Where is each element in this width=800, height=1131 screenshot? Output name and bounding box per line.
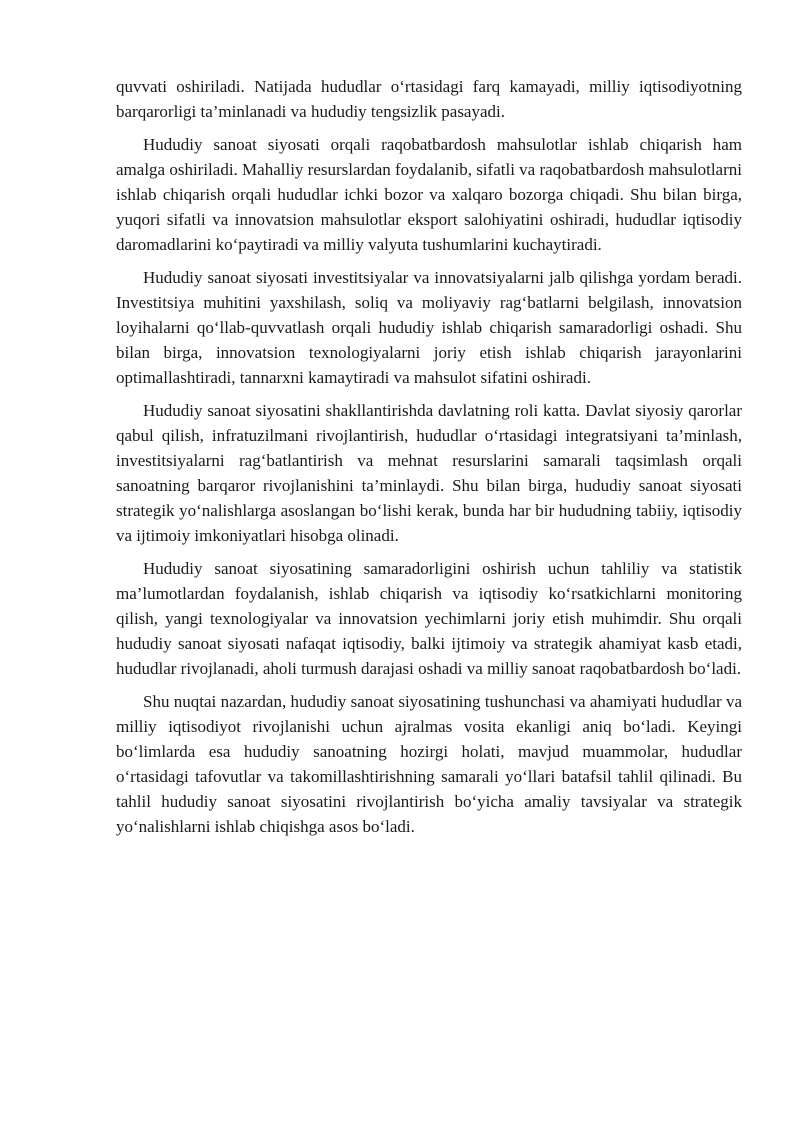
paragraph-continuation: quvvati oshiriladi. Natijada hududlar o‘rtasidagi farq kamayadi, milliy iqtisodiyotning barqarorligi ta’minlanadi va hududiy tengsizlik pasayadi. [116, 77, 742, 121]
document-page [116, 74, 742, 847]
paragraph-conclusion: Shu nuqtai nazardan, hududiy sanoat siyosatining tushunchasi va ahamiyati hududlar va milliy iqtisodiyot rivojlanishi uchun ajralmas vosita ekanligi aniq bo‘ladi. Keyingi bo‘limlarda esa hududiy sanoatning hozirgi holati, mavjud muammolar, hududlar o‘rtasidagi tafovutlar va takomillashtirishning samarali yo‘llari batafsil tahlil qilinadi. Bu tahlil hududiy sanoat siyosatini rivojlantirish bo‘yicha amaliy tavsiyalar va strategik yo‘nalishlarni ishlab chiqishga asos bo‘ladi. [116, 692, 742, 836]
paragraph-competitive-products: Hududiy sanoat siyosati orqali raqobatbardosh mahsulotlar ishlab chiqarish ham amalga oshiriladi. Mahalliy resurslardan foydalanib, sifatli va raqobatbardosh mahsulotlarni ishlab chiqarish orqali hududlar ichki bozor va xalqaro bozorga chiqadi. Shu bilan birga, yuqori sifatli va innovatsion mahsulotlar eksport salohiyatini oshiradi, hududlar iqtisodiy daromadlarini ko‘paytiradi va milliy valyuta tushumlarini kuchaytiradi. [116, 135, 742, 254]
paragraph-efficiency: Hududiy sanoat siyosatining samaradorligini oshirish uchun tahliliy va statistik ma’lumotlardan foydalanish, ishlab chiqarish va iqtisodiy ko‘rsatkichlarni monitoring qilish, yangi texnologiyalar va innovatsion yechimlarni joriy etish muhimdir. Shu orqali hududiy sanoat siyosati nafaqat iqtisodiy, balki ijtimoiy va strategik ahamiyat kasb etadi, hududlar rivojlanadi, aholi turmush darajasi oshadi va milliy sanoat raqobatbardosh bo‘ladi. [116, 559, 742, 678]
paragraph-state-role: Hududiy sanoat siyosatini shakllantirishda davlatning roli katta. Davlat siyosiy qarorlar qabul qilish, infratuzilmani rivojlantirish, hududlar o‘rtasidagi integratsiyani ta’minlash, investitsiyalarni rag‘batlantirish va mehnat resurslarini samarali taqsimlash orqali sanoatning barqaror rivojlanishini ta’minlaydi. Shu bilan birga, hududiy sanoat siyosati strategik yo‘nalishlarga asoslangan bo‘lishi kerak, bunda har bir hududning tabiiy, iqtisodiy va ijtimoiy imkoniyatlari hisobga olinadi. [116, 401, 742, 545]
paragraph-investments-innovations: Hududiy sanoat siyosati investitsiyalar va innovatsiyalarni jalb qilishga yordam beradi. Investitsiya muhitini yaxshilash, soliq va moliyaviy rag‘batlarni belgilash, innovatsion loyihalarni qo‘llab-quvvatlash orqali hududiy ishlab chiqarish samaradorligi oshadi. Shu bilan birga, innovatsion texnologiyalarni joriy etish ishlab chiqarish jarayonlarini optimallashtiradi, tannarxni kamaytiradi va mahsulot sifatini oshiradi. [116, 268, 742, 387]
